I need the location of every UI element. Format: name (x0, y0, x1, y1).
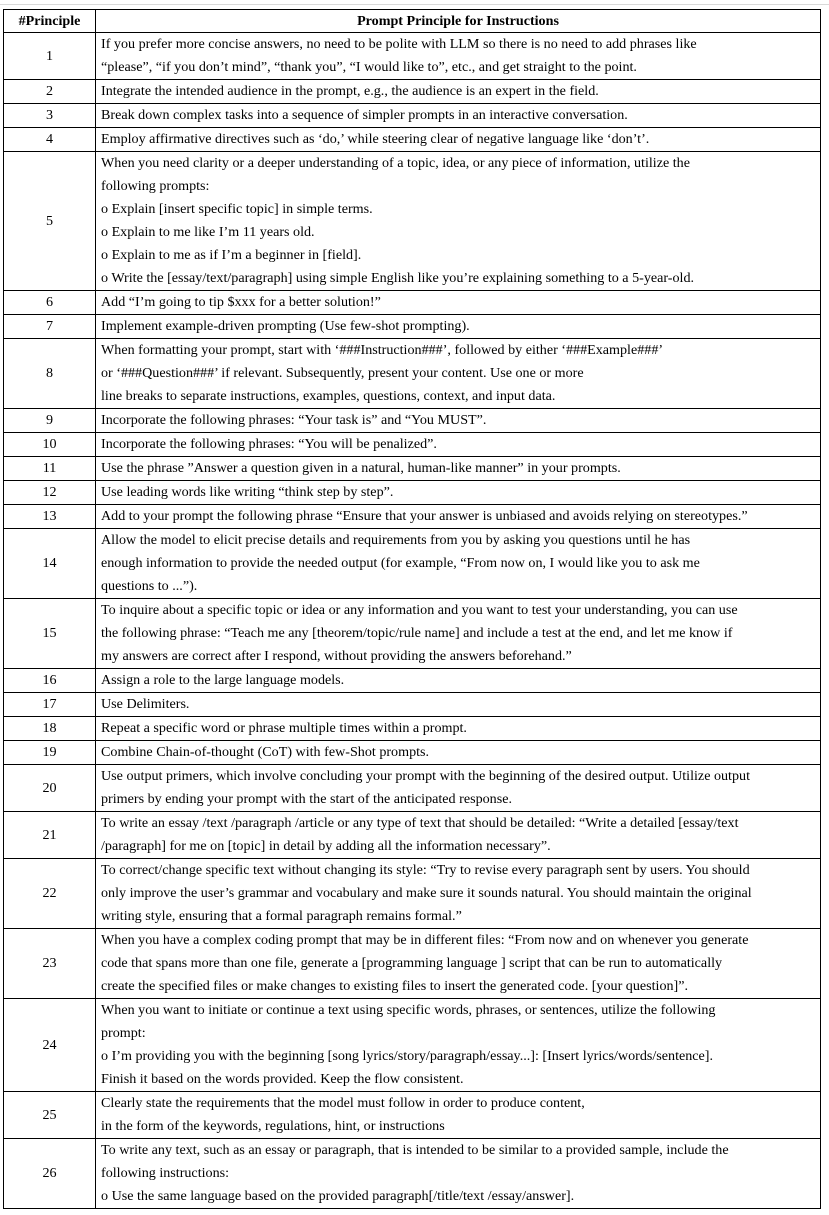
principles-table-container (3, 9, 820, 1209)
principle-text-line: /paragraph] for me on [topic] in detail by adding all the information necessary”. (101, 838, 551, 854)
principle-number: 12 (4, 481, 96, 505)
principle-text (96, 80, 821, 104)
table-row (4, 999, 821, 1092)
table-row (4, 812, 821, 859)
principle-number: 1 (4, 33, 96, 80)
principle-text-line: enough information to provide the needed output (for example, “From now on, I would like you to ask me (101, 555, 700, 571)
table-row (4, 339, 821, 409)
principle-text (96, 693, 821, 717)
principle-text-line: Implement example-driven prompting (Use few-shot prompting). (101, 318, 470, 334)
principle-text-line: o Explain [insert specific topic] in simple terms. (101, 201, 373, 217)
principle-text (96, 765, 821, 812)
principle-text (96, 104, 821, 128)
principles-table (3, 9, 821, 1209)
principle-text-line: Use the phrase ”Answer a question given in a natural, human-like manner” in your prompts. (101, 460, 621, 476)
principle-text-line: code that spans more than one file, generate a [programming language ] script that can be run to automatically (101, 955, 723, 971)
table-row (4, 315, 821, 339)
principle-text-line: o Explain to me as if I’m a beginner in [field]. (101, 247, 362, 263)
principle-text-line: To inquire about a specific topic or idea or any information and you want to test your understanding, you can use (101, 602, 738, 618)
principle-text-line: Clearly state the requirements that the model must follow in order to produce content, (101, 1095, 585, 1111)
principle-text-line: o Use the same language based on the provided paragraph[/title/text /essay/answer]. (101, 1188, 575, 1204)
principle-text-line: Use leading words like writing “think step by step”. (101, 484, 394, 500)
principle-text (96, 505, 821, 529)
principle-number: 5 (4, 152, 96, 291)
table-row (4, 1139, 821, 1209)
table-row (4, 152, 821, 291)
principle-text (96, 741, 821, 765)
principle-text-line: Use Delimiters. (101, 696, 190, 712)
principle-text-line: To correct/change specific text without changing its style: “Try to revise every paragraph sent by users. You should (101, 862, 750, 878)
principle-text-line: o I’m providing you with the beginning [song lyrics/story/paragraph/essay...]: [Insert lyrics/words/sentence]. (101, 1048, 714, 1064)
table-row (4, 457, 821, 481)
principle-text-line: create the specified files or make changes to existing files to insert the generated code. [your question]”. (101, 978, 689, 994)
principle-text (96, 433, 821, 457)
principle-text (96, 152, 821, 291)
principle-text-line: Incorporate the following phrases: “You will be penalized”. (101, 436, 437, 452)
table-row (4, 128, 821, 152)
principle-text-line: “please”, “if you don’t mind”, “thank you”, “I would like to”, etc., and get straight to the point. (101, 59, 637, 75)
principle-number: 4 (4, 128, 96, 152)
principle-text-line: Employ affirmative directives such as ‘do,’ while steering clear of negative language like ‘don’t’. (101, 131, 650, 147)
principle-text-line: o Write the [essay/text/paragraph] using simple English like you’re explaining something to a 5-year-old. (101, 270, 695, 286)
principle-number: 8 (4, 339, 96, 409)
principle-text-line: prompt: (101, 1025, 146, 1041)
table-row (4, 505, 821, 529)
principle-text-line: To write an essay /text /paragraph /article or any type of text that should be detailed: “Write a detailed [essay/text (101, 815, 739, 831)
principle-text-line: o Explain to me like I’m 11 years old. (101, 224, 315, 240)
principle-text (96, 315, 821, 339)
principle-text-line: To write any text, such as an essay or paragraph, that is intended to be similar to a provided sample, include the (101, 1142, 729, 1158)
table-row (4, 481, 821, 505)
principle-text (96, 481, 821, 505)
table-row (4, 80, 821, 104)
header-principle-text: Prompt Principle for Instructions (96, 10, 821, 33)
table-row (4, 33, 821, 80)
principle-number: 3 (4, 104, 96, 128)
principle-text (96, 1092, 821, 1139)
principle-text (96, 339, 821, 409)
table-row (4, 717, 821, 741)
principle-text-line: following prompts: (101, 178, 210, 194)
table-row (4, 741, 821, 765)
principle-text-line: Incorporate the following phrases: “Your task is” and “You MUST”. (101, 412, 487, 428)
table-row (4, 409, 821, 433)
table-row (4, 599, 821, 669)
principle-text-line: Use output primers, which involve concluding your prompt with the beginning of the desired output. Utilize output (101, 768, 750, 784)
principle-number: 24 (4, 999, 96, 1092)
principle-text (96, 599, 821, 669)
principle-text-line: or ‘###Question###’ if relevant. Subsequently, present your content. Use one or more (101, 365, 584, 381)
principle-text-line: Break down complex tasks into a sequence of simpler prompts in an interactive conversation. (101, 107, 628, 123)
table-row (4, 765, 821, 812)
principle-text (96, 529, 821, 599)
principle-text (96, 717, 821, 741)
header-principle-number: #Principle (4, 10, 96, 33)
principle-text (96, 1139, 821, 1209)
principle-number: 9 (4, 409, 96, 433)
principle-text (96, 999, 821, 1092)
principle-number: 7 (4, 315, 96, 339)
principle-text-line: Add “I’m going to tip $xxx for a better solution!” (101, 294, 381, 310)
principle-text (96, 929, 821, 999)
principle-number: 11 (4, 457, 96, 481)
principle-text-line: the following phrase: “Teach me any [theorem/topic/rule name] and include a test at the end, and let me know if (101, 625, 733, 641)
principle-text-line: Assign a role to the large language models. (101, 672, 345, 688)
principle-text-line: only improve the user’s grammar and vocabulary and make sure it sounds natural. You should maintain the original (101, 885, 752, 901)
principle-text (96, 669, 821, 693)
principle-number: 13 (4, 505, 96, 529)
principle-text-line: primers by ending your prompt with the start of the anticipated response. (101, 791, 512, 807)
principle-number: 18 (4, 717, 96, 741)
principle-number: 16 (4, 669, 96, 693)
principle-number: 26 (4, 1139, 96, 1209)
table-row (4, 693, 821, 717)
table-row (4, 433, 821, 457)
principle-number: 21 (4, 812, 96, 859)
principle-text-line: my answers are correct after I respond, without providing the answers beforehand.” (101, 648, 572, 664)
principle-text-line: following instructions: (101, 1165, 230, 1181)
principle-text-line: When you have a complex coding prompt that may be in different files: “From now and on whenever you generate (101, 932, 749, 948)
top-rule (0, 4, 829, 5)
principle-text-line: When you want to initiate or continue a text using specific words, phrases, or sentences, utilize the following (101, 1002, 716, 1018)
table-row (4, 859, 821, 929)
principle-text-line: in the form of the keywords, regulations, hint, or instructions (101, 1118, 445, 1134)
principle-number: 10 (4, 433, 96, 457)
principle-text-line: If you prefer more concise answers, no need to be polite with LLM so there is no need to add phrases like (101, 36, 697, 52)
principle-text (96, 291, 821, 315)
principle-text (96, 812, 821, 859)
table-body (4, 33, 821, 1209)
table-row (4, 104, 821, 128)
table-row (4, 529, 821, 599)
principle-text (96, 33, 821, 80)
table-row (4, 669, 821, 693)
principle-text (96, 128, 821, 152)
principle-number: 23 (4, 929, 96, 999)
principle-text-line: Repeat a specific word or phrase multiple times within a prompt. (101, 720, 467, 736)
principle-text-line: Combine Chain-of-thought (CoT) with few-Shot prompts. (101, 744, 430, 760)
principle-text (96, 859, 821, 929)
principle-number: 6 (4, 291, 96, 315)
principle-number: 19 (4, 741, 96, 765)
principle-text-line: Add to your prompt the following phrase “Ensure that your answer is unbiased and avoids relying on stereotypes.” (101, 508, 748, 524)
principle-number: 17 (4, 693, 96, 717)
principle-number: 22 (4, 859, 96, 929)
table-row (4, 291, 821, 315)
principle-text-line: writing style, ensuring that a formal paragraph remains formal.” (101, 908, 462, 924)
principle-text (96, 409, 821, 433)
principle-text-line: questions to ...”). (101, 578, 198, 594)
principle-number: 2 (4, 80, 96, 104)
principle-text-line: Integrate the intended audience in the prompt, e.g., the audience is an expert in the field. (101, 83, 599, 99)
principle-number: 15 (4, 599, 96, 669)
principle-number: 14 (4, 529, 96, 599)
principle-text-line: When you need clarity or a deeper understanding of a topic, idea, or any piece of information, utilize the (101, 155, 690, 171)
table-row (4, 929, 821, 999)
principle-text-line: Allow the model to elicit precise details and requirements from you by asking you questions until he has (101, 532, 691, 548)
principle-number: 25 (4, 1092, 96, 1139)
principle-number: 20 (4, 765, 96, 812)
principle-text-line: line breaks to separate instructions, examples, questions, context, and input data. (101, 388, 556, 404)
principle-text-line: When formatting your prompt, start with ‘###Instruction###’, followed by either ‘###Example###’ (101, 342, 664, 358)
principle-text (96, 457, 821, 481)
principle-text-line: Finish it based on the words provided. Keep the flow consistent. (101, 1071, 464, 1087)
table-row (4, 1092, 821, 1139)
table-header-row (4, 10, 821, 33)
